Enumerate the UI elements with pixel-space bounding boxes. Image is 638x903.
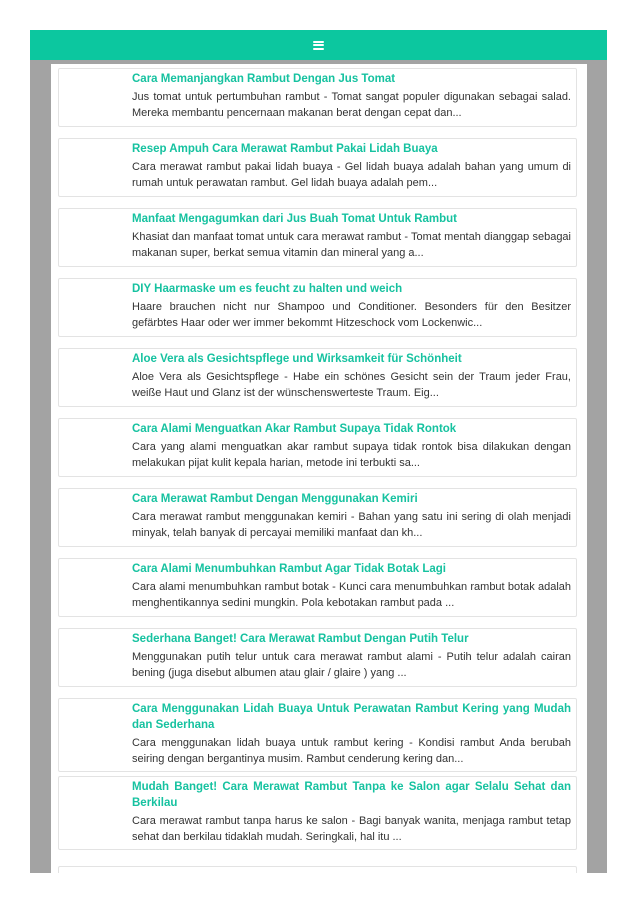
article-thumbnail[interactable] <box>65 565 125 609</box>
article-title-link[interactable]: Cara Alami Menguatkan Akar Rambut Supaya Tidak Rontok <box>132 423 457 435</box>
top-nav-bar <box>30 30 607 60</box>
article-thumbnail[interactable] <box>65 705 125 749</box>
article-excerpt: Haare brauchen nicht nur Shampoo und Conditioner. Besonders für den Besitzer gefärbtes Haar oder wer immer bekommt Hitzeschock vom Lockenwic... <box>132 301 571 329</box>
article-thumbnail[interactable] <box>65 75 125 119</box>
article-excerpt: Aloe Vera als Gesichtspflege - Habe ein schönes Gesicht sein der Traum jeder Frau, weiße Haut und Glanz ist der wünschenswerteste Traum. Eig... <box>132 371 571 399</box>
article-title-link[interactable]: Resep Ampuh Cara Merawat Rambut Pakai Lidah Buaya <box>132 143 438 155</box>
article-card[interactable] <box>58 558 577 617</box>
article-thumbnail[interactable] <box>65 635 125 679</box>
article-card[interactable] <box>58 776 577 850</box>
hamburger-menu-icon[interactable] <box>313 41 324 50</box>
article-card[interactable] <box>58 208 577 267</box>
article-title-link[interactable]: Sederhana Banget! Cara Merawat Rambut Dengan Putih Telur <box>132 633 469 645</box>
article-excerpt: Cara alami menumbuhkan rambut botak - Kunci cara menumbuhkan rambut botak adalah menghentikannya sedini mungkin. Pola kebotakan rambut pada ... <box>132 581 571 609</box>
article-thumbnail[interactable] <box>65 145 125 189</box>
article-excerpt: Khasiat dan manfaat tomat untuk cara merawat rambut - Tomat mentah dianggap sebagai makanan super, berkat semua vitamin dan mineral yang a... <box>132 231 571 259</box>
article-thumbnail[interactable] <box>65 783 125 827</box>
article-excerpt: Menggunakan putih telur untuk cara merawat rambut alami - Putih telur adalah cairan bening (juga disebut albumen atau glair / glaire ) yang ... <box>132 651 571 679</box>
article-card[interactable] <box>58 278 577 337</box>
article-title-link[interactable]: DIY Haarmaske um es feucht zu halten und weich <box>132 283 403 295</box>
article-title-link[interactable]: Cara Menggunakan Lidah Buaya Untuk Perawatan Rambut Kering yang Mudah dan Sederhana <box>132 703 571 731</box>
article-thumbnail[interactable] <box>65 495 125 539</box>
article-title-link[interactable]: Cara Merawat Rambut Dengan Menggunakan Kemiri <box>132 493 418 505</box>
article-excerpt: Cara merawat rambut tanpa harus ke salon - Bagi banyak wanita, menjaga rambut tetap sehat dan berkilau tidaklah mudah. Seringkali, hal itu ... <box>132 815 571 843</box>
article-card[interactable] <box>58 138 577 197</box>
article-thumbnail[interactable] <box>65 285 125 329</box>
article-excerpt: Cara menggunakan lidah buaya untuk rambut kering - Kondisi rambut Anda berubah seiring dengan bergantinya musim. Rambut cenderung kering dan... <box>132 737 571 765</box>
article-title-link[interactable]: Cara Alami Menumbuhkan Rambut Agar Tidak Botak Lagi <box>132 563 446 575</box>
article-excerpt: Jus tomat untuk pertumbuhan rambut - Tomat sangat populer digunakan sebagai salad. Mereka membantu pencernaan makanan berat dengan cepat dan... <box>132 91 571 119</box>
article-thumbnail[interactable] <box>65 355 125 399</box>
article-card[interactable] <box>58 418 577 477</box>
article-list <box>51 64 587 873</box>
article-card[interactable] <box>58 628 577 687</box>
article-thumbnail[interactable] <box>65 425 125 469</box>
article-card[interactable] <box>58 698 577 772</box>
article-card[interactable] <box>58 68 577 127</box>
article-excerpt: Cara yang alami menguatkan akar rambut supaya tidak rontok bisa dilakukan dengan melakukan pijat kulit kepala harian, metode ini terbukti sa... <box>132 441 571 469</box>
article-title-link[interactable]: Mudah Banget! Cara Merawat Rambut Tanpa ke Salon agar Selalu Sehat dan Berkilau <box>132 781 571 809</box>
article-title-link[interactable]: Cara Memanjangkan Rambut Dengan Jus Tomat <box>132 73 396 85</box>
article-card[interactable] <box>58 488 577 547</box>
article-excerpt: Cara merawat rambut menggunakan kemiri - Bahan yang satu ini sering di olah menjadi minyak, telah banyak di percayai memiliki manfaat dan kh... <box>132 511 571 539</box>
browser-frame <box>30 30 607 873</box>
article-card-partial[interactable] <box>58 866 577 873</box>
article-title-link[interactable]: Aloe Vera als Gesichtspflege und Wirksamkeit für Schönheit <box>132 353 462 365</box>
article-thumbnail[interactable] <box>65 215 125 259</box>
article-card[interactable] <box>58 348 577 407</box>
article-excerpt: Cara merawat rambut pakai lidah buaya - Gel lidah buaya adalah bahan yang umum di rumah untuk perawatan rambut. Gel lidah buaya adalah pem... <box>132 161 571 189</box>
article-title-link[interactable]: Manfaat Mengagumkan dari Jus Buah Tomat Untuk Rambut <box>132 213 458 225</box>
